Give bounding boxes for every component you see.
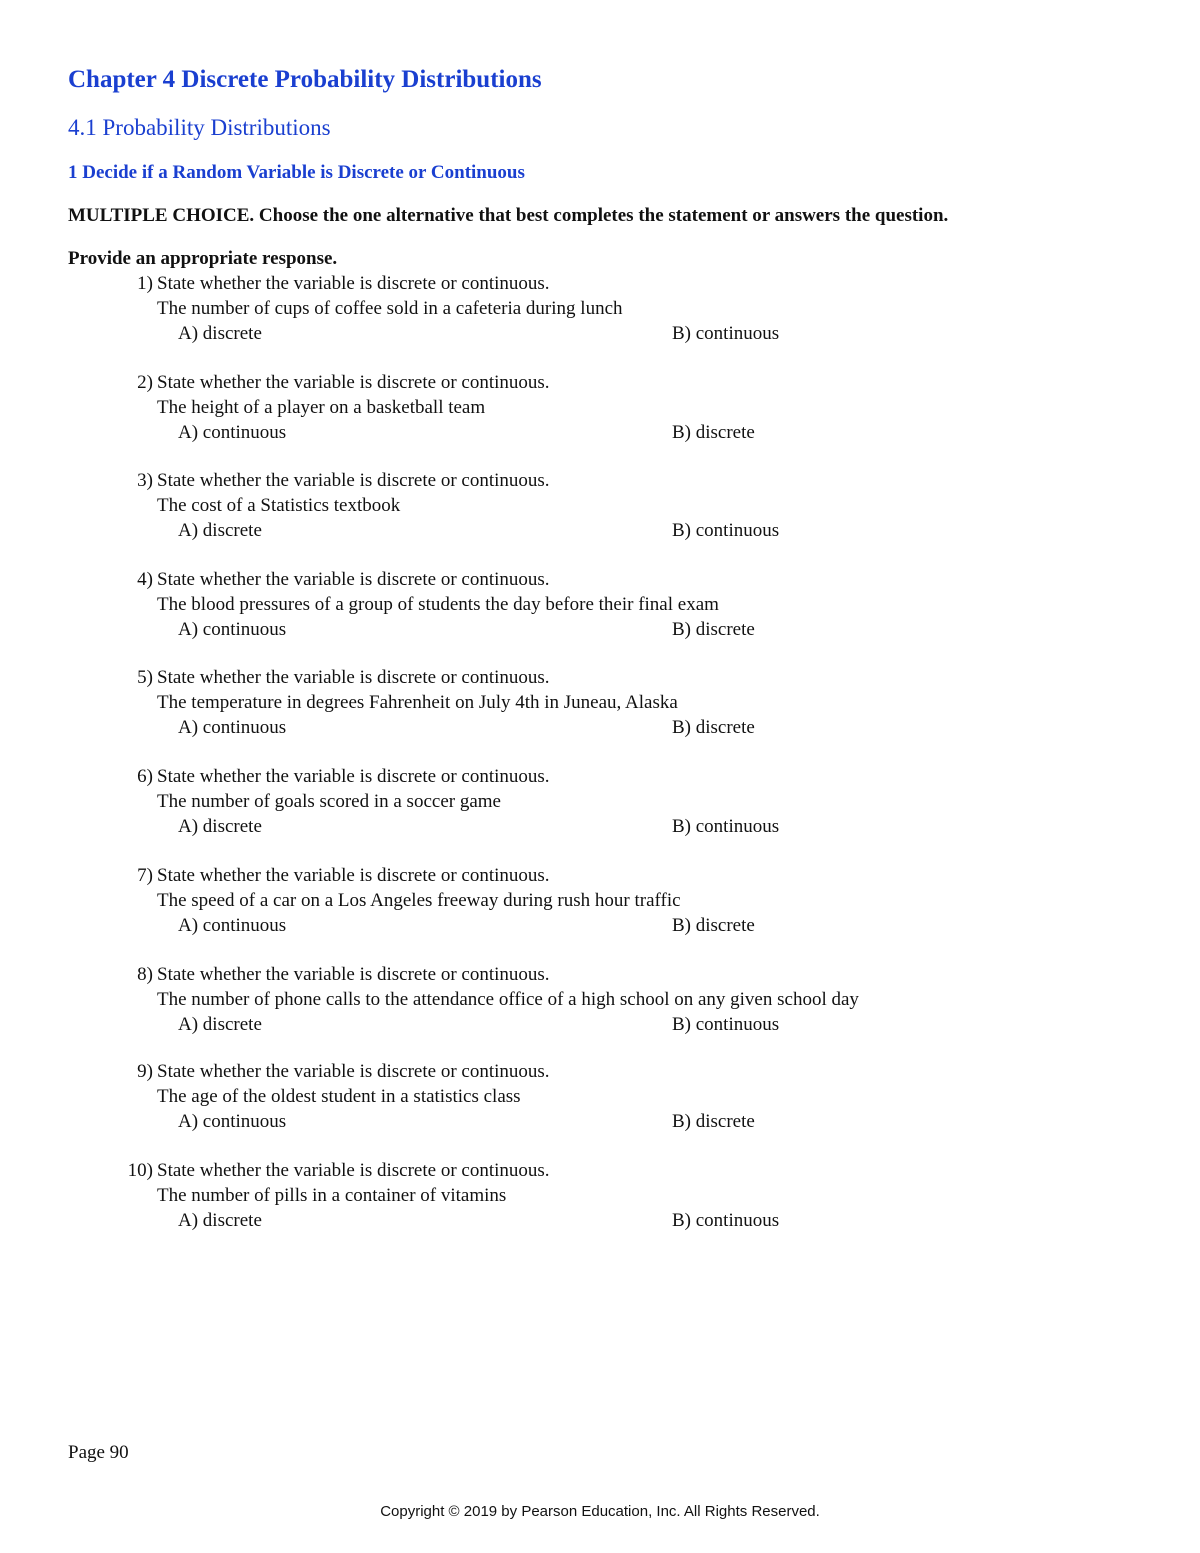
option-a: A) discrete xyxy=(178,816,262,837)
question-context: The height of a player on a basketball team xyxy=(157,397,486,418)
question-number: 5) xyxy=(137,667,153,688)
question-number: 4) xyxy=(137,569,153,590)
option-a: A) discrete xyxy=(178,520,262,541)
question-context: The speed of a car on a Los Angeles freeway during rush hour traffic xyxy=(157,890,681,911)
question-context: The cost of a Statistics textbook xyxy=(157,495,401,516)
objective-title: 1 Decide if a Random Variable is Discrete or Continuous xyxy=(68,162,525,183)
option-a: A) continuous xyxy=(178,1111,287,1132)
question-number: 10) xyxy=(127,1160,153,1181)
question-2 xyxy=(0,372,1200,452)
question-context: The blood pressures of a group of students the day before their final exam xyxy=(157,594,719,615)
question-number: 6) xyxy=(137,766,153,787)
question-9 xyxy=(0,1061,1200,1141)
question-number: 9) xyxy=(137,1061,153,1082)
question-stem: State whether the variable is discrete or continuous. xyxy=(157,1061,550,1082)
question-context: The number of phone calls to the attendance office of a high school on any given school day xyxy=(157,989,859,1010)
question-3 xyxy=(0,470,1200,550)
question-context: The temperature in degrees Fahrenheit on July 4th in Juneau, Alaska xyxy=(157,692,678,713)
question-stem: State whether the variable is discrete or continuous. xyxy=(157,1160,550,1181)
option-b: B) continuous xyxy=(672,520,780,541)
option-a: A) discrete xyxy=(178,1210,262,1231)
option-b: B) continuous xyxy=(672,1210,780,1231)
option-a: A) continuous xyxy=(178,717,287,738)
option-a: A) continuous xyxy=(178,422,287,443)
question-8 xyxy=(0,964,1200,1044)
option-b: B) continuous xyxy=(672,323,780,344)
instructions-text: MULTIPLE CHOICE. Choose the one alternative that best completes the statement or answers the question. xyxy=(68,205,949,226)
question-number: 8) xyxy=(137,964,153,985)
question-number: 3) xyxy=(137,470,153,491)
option-a: A) discrete xyxy=(178,1014,262,1035)
option-a: A) continuous xyxy=(178,915,287,936)
question-stem: State whether the variable is discrete or continuous. xyxy=(157,569,550,590)
option-b: B) discrete xyxy=(672,915,755,936)
option-b: B) discrete xyxy=(672,422,755,443)
question-number: 1) xyxy=(137,273,153,294)
option-b: B) continuous xyxy=(672,1014,780,1035)
section-title: 4.1 Probability Distributions xyxy=(68,115,331,140)
question-stem: State whether the variable is discrete or continuous. xyxy=(157,470,550,491)
question-context: The number of pills in a container of vitamins xyxy=(157,1185,507,1206)
question-context: The age of the oldest student in a statistics class xyxy=(157,1086,521,1107)
question-number: 2) xyxy=(137,372,153,393)
question-stem: State whether the variable is discrete or continuous. xyxy=(157,667,550,688)
question-6 xyxy=(0,766,1200,846)
option-b: B) continuous xyxy=(672,816,780,837)
option-a: A) continuous xyxy=(178,619,287,640)
question-5 xyxy=(0,667,1200,747)
question-number: 7) xyxy=(137,865,153,886)
option-a: A) discrete xyxy=(178,323,262,344)
question-stem: State whether the variable is discrete or continuous. xyxy=(157,372,550,393)
prompt-text: Provide an appropriate response. xyxy=(68,248,338,269)
copyright-notice: Copyright © 2019 by Pearson Education, Inc. All Rights Reserved. xyxy=(380,1503,820,1520)
question-context: The number of goals scored in a soccer game xyxy=(157,791,501,812)
question-7 xyxy=(0,865,1200,945)
option-b: B) discrete xyxy=(672,619,755,640)
question-4 xyxy=(0,569,1200,649)
question-10 xyxy=(0,1160,1200,1240)
page-number: Page 90 xyxy=(68,1442,129,1463)
question-context: The number of cups of coffee sold in a cafeteria during lunch xyxy=(157,298,623,319)
question-stem: State whether the variable is discrete or continuous. xyxy=(157,766,550,787)
chapter-title: Chapter 4 Discrete Probability Distributions xyxy=(68,66,542,93)
question-stem: State whether the variable is discrete or continuous. xyxy=(157,273,550,294)
option-b: B) discrete xyxy=(672,1111,755,1132)
question-stem: State whether the variable is discrete or continuous. xyxy=(157,865,550,886)
option-b: B) discrete xyxy=(672,717,755,738)
question-stem: State whether the variable is discrete or continuous. xyxy=(157,964,550,985)
question-1 xyxy=(0,273,1200,353)
